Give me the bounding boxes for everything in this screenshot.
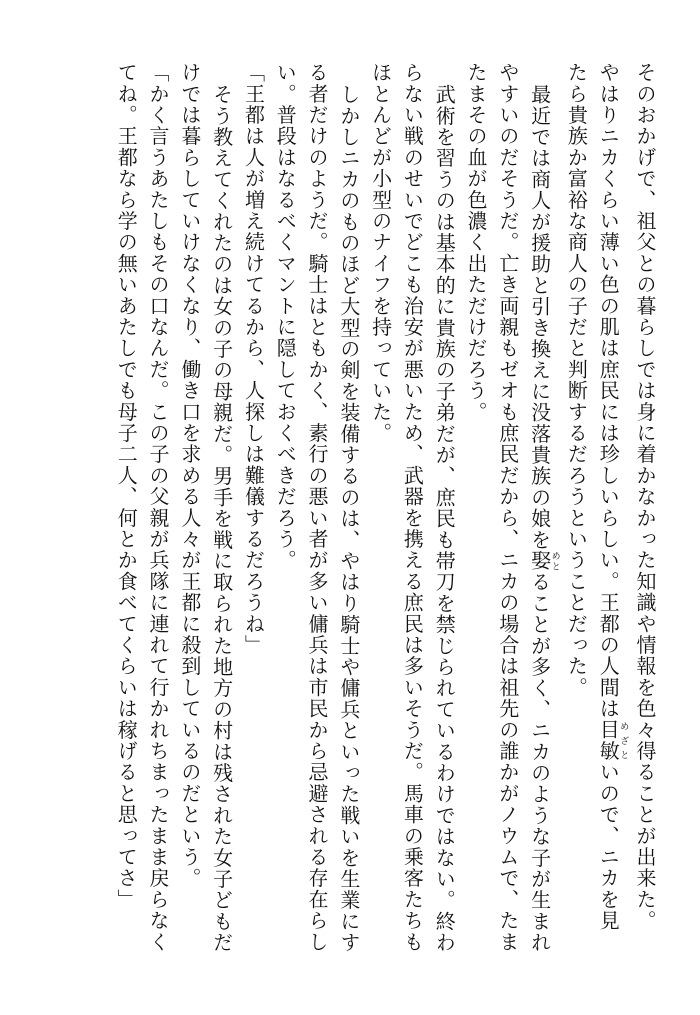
text-line-13: 「王都は人が増え続けてるから、人探しは難儀するだろうね」 xyxy=(241,62,266,656)
text-line-12: い。普段はなるべくマントに隠しておくべきだろう。 xyxy=(273,62,298,571)
text-line-9: ほとんどが小型のナイフを持っていた。 xyxy=(368,62,393,444)
ruby-mezato-base: 目敏 xyxy=(596,719,621,762)
text-line-6: たまその血が色濃く出ただけだろう。 xyxy=(464,62,489,423)
text-line-7: 武術を習うのは基本的に貴族の子弟だが、庶民も帯刀を禁じられているわけではない。終わ xyxy=(432,84,457,954)
ruby-meto-reading: めと xyxy=(549,550,560,572)
text-line-8: らない戦のせいでどこも治安が悪いため、武器を携える庶民は多いそうだ。馬車の乗客たちも xyxy=(400,62,425,953)
text-line-1: そのおかげで、祖父との暮らしでは身に着かなかった知識や情報を色々得ることが出来た。 xyxy=(633,62,657,932)
text-line-3: たら貴族か富裕な商人の子だと判断するだろうということだった。 xyxy=(564,62,589,698)
ruby-meto-base: 娶 xyxy=(527,550,552,572)
ruby-mezato-reading: めざと xyxy=(618,719,629,762)
text-line-5: やすいのだそうだ。亡き両親もゼオも庶民だから、ニカの場合は祖先の誰かがノウムで、たま xyxy=(495,62,520,953)
vertical-text-block xyxy=(109,62,660,992)
ruby-mezato xyxy=(596,719,629,762)
text-line-10: しかしニカのものほど大型の剣を装備するのは、やはり騎士や傭兵といった戦いを生業にす xyxy=(336,84,361,954)
text-line-17: てね。王都なら学の無いあたしでも母子二人、何とか食べてくらいは稼げると思ってさ」 xyxy=(114,62,139,910)
text-line-2-post: いので、ニカを見 xyxy=(596,761,621,932)
text-line-2 xyxy=(591,62,628,992)
text-line-4-post: ることが多く、ニカのような子が生まれ xyxy=(527,571,552,954)
ruby-meto xyxy=(527,550,560,572)
text-line-11: る者だけのようだ。騎士はともかく、素行の悪い者が多い傭兵は市民から忌避される存在らし xyxy=(305,62,330,953)
text-line-14: そう教えてくれたのは女の子の母親だ。男手を戦に取られた地方の村は残された女子どもだ xyxy=(209,84,234,954)
text-line-16: 「かく言うあたしもその口なんだ。この子の父親が兵隊に連れて行かれちまったまま戻らなく xyxy=(146,62,171,953)
text-line-4-pre: 最近では商人が援助と引き換えに没落貴族の娘を xyxy=(527,84,552,551)
text-line-2-pre: やはりニカくらい薄い色の肌は庶民には珍しいらしい。王都の人間は xyxy=(596,62,621,720)
text-line-4 xyxy=(523,62,560,992)
text-line-15: けでは暮らしていけなくなり、働き口を求める人々が王都に殺到しているのだという。 xyxy=(177,62,202,889)
